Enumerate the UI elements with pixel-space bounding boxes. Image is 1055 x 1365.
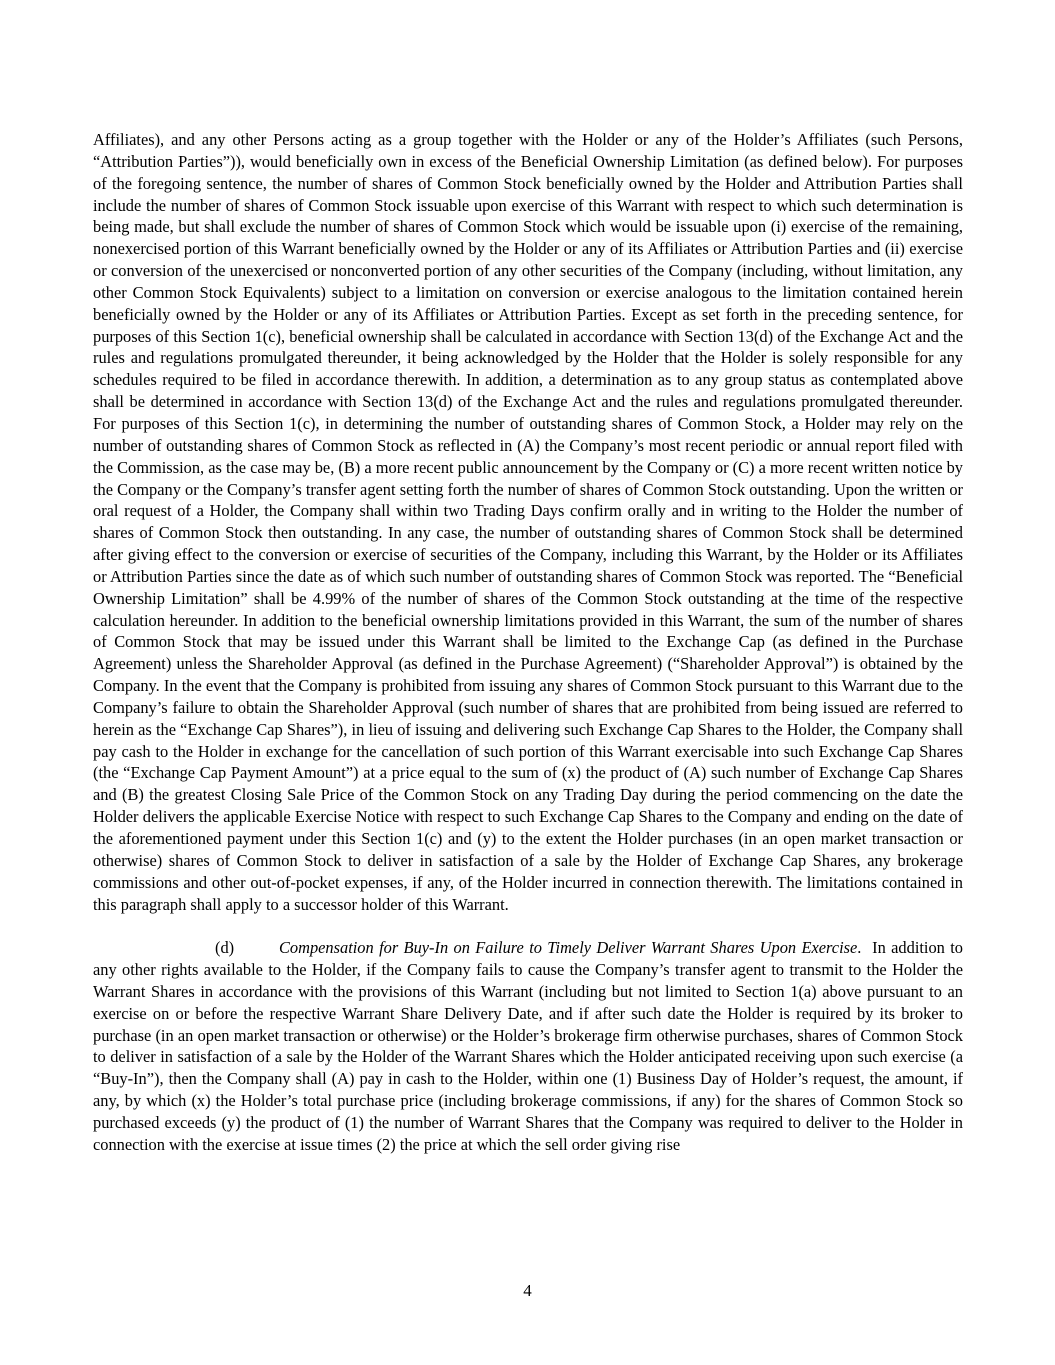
section-number: (d) (215, 938, 235, 958)
page-number: 4 (523, 1281, 532, 1300)
section-heading: Compensation for Buy-In on Failure to Timely Deliver Warrant Shares Upon Exercise (279, 938, 858, 958)
document-body (93, 129, 963, 1156)
paragraph-section-1d (93, 937, 963, 1155)
paragraph-section-1c-continued: Affiliates), and any other Persons acting as a group together with the Holder or any of the Holder’s Affiliates (such Persons, “Attribution Parties”)), would beneficially own in excess of the Beneficial Ownership Limitation (as defined below). For purposes of the foregoing sentence, the number of shares of Common Stock beneficially owned by the Holder and Attribution Parties shall include the number of shares of Common Stock issuable upon exercise of this Warrant with respect to which such determination is being made, but shall exclude the number of shares of Common Stock which would be issuable upon (i) exercise of the remaining, nonexercised portion of this Warrant beneficially owned by the Holder or any of its Affiliates or Attribution Parties and (ii) exercise or conversion of the unexercised or nonconverted portion of any other securities of the Company (including, without limitation, any other Common Stock Equivalents) subject to a limitation on conversion or exercise analogous to the limitation contained herein beneficially owned by the Holder or any of its Affiliates or Attribution Parties. Except as set forth in the preceding sentence, for purposes of this Section 1(c), beneficial ownership shall be calculated in accordance with Section 13(d) of the Exchange Act and the rules and regulations promulgated thereunder, it being acknowledged by the Holder that the Holder is solely responsible for any schedules required to be filed in accordance therewith. In addition, a determination as to any group status as contemplated above shall be determined in accordance with Section 13(d) of the Exchange Act and the rules and regulations promulgated thereunder. For purposes of this Section 1(c), in determining the number of outstanding shares of Common Stock, a Holder may rely on the number of outstanding shares of Common Stock as reflected in (A) the Company’s most recent periodic or annual report filed with the Commission, as the case may be, (B) a more recent public announcement by the Company or (C) a more recent written notice by the Company or the Company’s transfer agent setting forth the number of shares of Common Stock outstanding. Upon the written or oral request of a Holder, the Company shall within two Trading Days confirm orally and in writing to the Holder the number of shares of Common Stock then outstanding. In any case, the number of outstanding shares of Common Stock shall be determined after giving effect to the conversion or exercise of securities of the Company, including this Warrant, by the Holder or its Affiliates or Attribution Parties since the date as of which such number of outstanding shares of Common Stock was reported. The “Beneficial Ownership Limitation” shall be 4.99% of the number of shares of the Common Stock outstanding at the time of the respective calculation hereunder. In addition to the beneficial ownership limitations provided in this Warrant, the sum of the number of shares of Common Stock that may be issued under this Warrant shall be limited to the Exchange Cap (as defined in the Purchase Agreement) unless the Shareholder Approval (as defined in the Purchase Agreement) (“Shareholder Approval”) is obtained by the Company. In the event that the Company is prohibited from issuing any shares of Common Stock pursuant to this Warrant due to the Company’s failure to obtain the Shareholder Approval (such number of shares that are prohibited from being issued are referred to herein as the “Exchange Cap Shares”), in lieu of issuing and delivering such Exchange Cap Shares to the Holder, the Company shall pay cash to the Holder in exchange for the cancellation of such portion of this Warrant exercisable into such Exchange Cap Shares (the “Exchange Cap Payment Amount”) at a price equal to the sum of (x) the product of (A) such number of Exchange Cap Shares and (B) the greatest Closing Sale Price of the Common Stock on any Trading Day during the period commencing on the date the Holder delivers the applicable Exercise Notice with respect to such Exchange Cap Shares to the Company and ending on the date of the aforementioned payment under this Section 1(c) and (y) to the extent the Holder purchases (in an open market transaction or otherwise) shares of Common Stock to deliver in satisfaction of a sale by the Holder of Exchange Cap Shares, any brokerage commissions and other out-of-pocket expenses, if any, of the Holder incurred in connection therewith. The limitations contained in this paragraph shall apply to a successor holder of this Warrant. (93, 130, 963, 914)
section-body: In addition to any other rights available to the Holder, if the Company fails to cause the Company’s transfer agent to transmit to the Holder the Warrant Shares in accordance with the provisions of this Warrant (including but not limited to Section 1(a) above pursuant to an exercise on or before the respective Warrant Share Delivery Date, and if after such date the Holder is required by its broker to purchase (in an open market transaction or otherwise) or the Holder’s brokerage firm otherwise purchases, shares of Common Stock to deliver in satisfaction of a sale by the Holder of the Warrant Shares which the Holder anticipated receiving upon such exercise (a “Buy-In”), then the Company shall (A) pay in cash to the Holder, within one (1) Business Day of Holder’s request, the amount, if any, by which (x) the Holder’s total purchase price (including brokerage commissions, if any) for the shares of Common Stock so purchased exceeds (y) the product of (1) the number of Warrant Shares that the Company was required to deliver to the Holder in connection with the exercise at issue times (2) the price at which the sell order giving rise (93, 938, 963, 1154)
section-heading-period: . (857, 938, 862, 958)
